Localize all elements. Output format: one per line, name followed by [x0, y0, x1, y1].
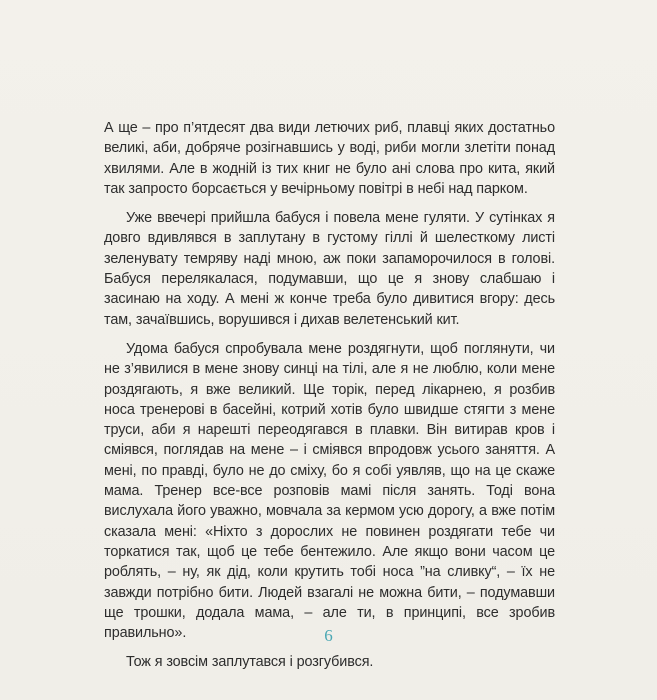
paragraph-1: А ще – про п’ятдесят два види летючих риб, плавці яких достатньо великі, аби, добряче розігнавшись у воді, риби могли злетіти понад хвилями. Але в жодній із тих книг не було ані слова про кита, який так запросто борсається у вечірньому повітрі в небі над парком. — [104, 120, 555, 197]
body-text — [104, 118, 555, 682]
paragraph-3: Удома бабуся спробувала мене роздягнути, щоб поглянути, чи не з’явилися в мене знову синці на тілі, але я не люблю, коли мене роздягають, я вже великий. Ще торік, перед лікарнею, я розбив носа тренерові в басейні, котрий хотів було швидше стягти з мене труси, аби я нарешті переодягався в плавки. Він витирав кров і сміявся, поглядав на мене – і сміявся впродовж усього заняття. А мені, по правді, було не до сміху, бо я собі уявляв, що на це скаже мама. Тренер все-все розповів мамі після занять. Тоді вона вислухала його уважно, мовчала за кермом усю дорогу, а вже потім сказала мені: «Ніхто з дорослих не повинен роздягати тебе чи торкатися так, щоб це тебе бентежило. Але якщо вони часом це роблять, – ну, як дід, коли крутить тобі носа ”на сливку“, – їх не завжди потрібно бити. Людей взагалі не можна бити, – подумавши ще трошки, додала мама, – але ти, в принципі, все зробив правильно». — [104, 340, 555, 642]
page-number: 6 — [324, 626, 333, 645]
paragraph-2: Уже ввечері прийшла бабуся і повела мене гуляти. У сутінках я довго вдивлявся в заплутану в густому гіллі й шелесткому листі зеленувату темряву наді мною, аж поки запаморочилося в голові. Бабуся перелякалася, подумавши, що це я знову слабшаю і засинаю на ходу. А мені ж конче треба було дивитися вгору: десь там, зачаївшись, ворушився і дихав велетенський кит. — [104, 210, 555, 328]
paragraph-4: Тож я зовсім заплутався і розгубився. — [126, 654, 374, 671]
